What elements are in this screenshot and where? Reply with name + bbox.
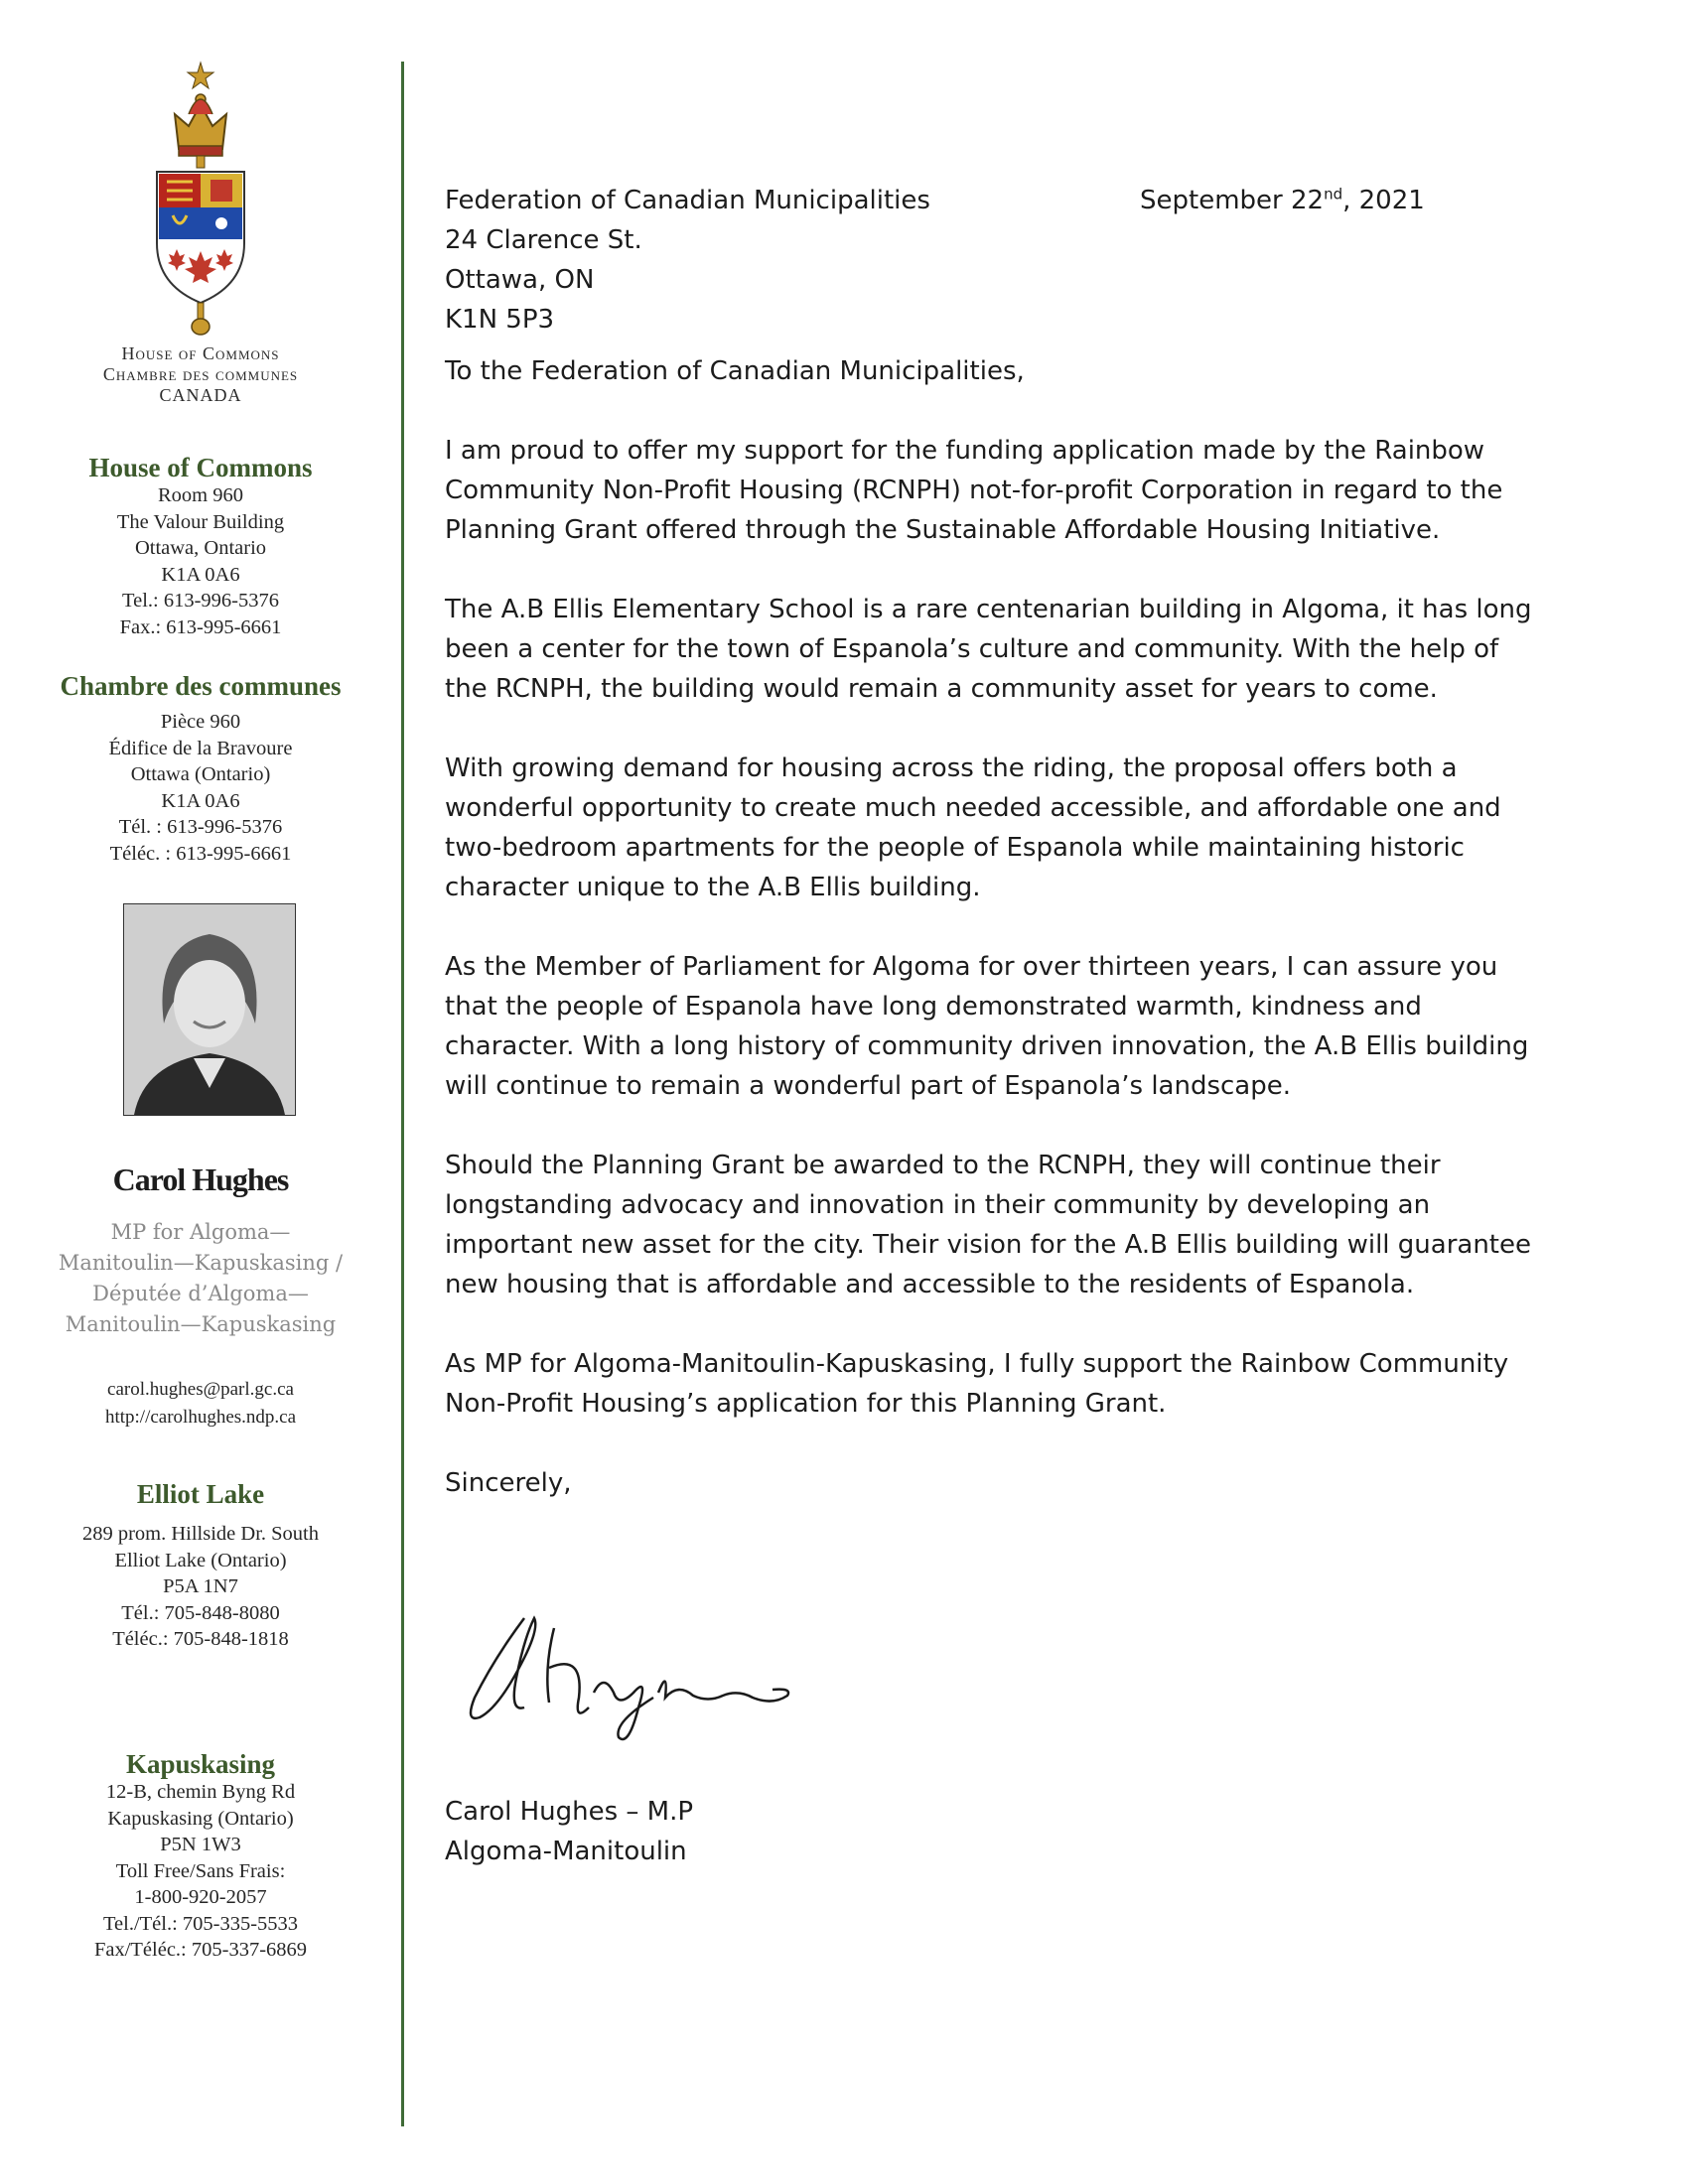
paragraph-line: character. With a long history of community driven innovation, the A.B Ellis building — [445, 1031, 1529, 1061]
paragraph-line: been a center for the town of Espanola’s culture and community. With the help of — [445, 634, 1499, 664]
signoff-name: Carol Hughes – M.P — [445, 1797, 694, 1827]
paragraph — [445, 1344, 1509, 1424]
office-line: Toll Free/Sans Frais: — [115, 1859, 286, 1882]
mp-name: Carol Hughes — [112, 1161, 289, 1197]
crest-caption-line: CANADA — [159, 385, 242, 405]
office-line: Elliot Lake (Ontario) — [114, 1549, 287, 1571]
paragraph-line: Should the Planning Grant be awarded to the RCNPH, they will continue their — [445, 1151, 1441, 1180]
office-line: The Valour Building — [116, 510, 285, 533]
office-line: Tel.: 613-996-5376 — [122, 590, 279, 612]
recipient-address — [445, 181, 1497, 340]
mp-contact — [0, 1376, 401, 1432]
website-link[interactable]: http://carolhughes.ndp.ca — [104, 1407, 297, 1428]
office-line: Kapuskasing (Ontario) — [107, 1807, 294, 1830]
paragraph-line: I am proud to offer my support for the funding application made by the Rainbow — [445, 436, 1485, 466]
paragraph — [445, 1146, 1531, 1304]
crest-caption-line: Chambre des communes — [102, 364, 299, 384]
closing: Sincerely, — [445, 1468, 572, 1498]
office-line: 12-B, chemin Byng Rd — [105, 1781, 296, 1803]
office-line: Tél. : 613-996-5376 — [118, 816, 283, 838]
riding-line: Députée d’Algoma— — [92, 1282, 309, 1305]
office-line: Room 960 — [158, 484, 243, 506]
paragraph-line: will continue to remain a wonderful part of Espanola’s landscape. — [445, 1071, 1291, 1101]
office-line: Fax/Téléc.: 705-337-6869 — [93, 1939, 308, 1961]
paragraph-line: Community Non-Profit Housing (RCNPH) not-for-profit Corporation in regard to the — [445, 476, 1503, 505]
salutation: To the Federation of Canadian Municipalities, — [445, 356, 1025, 386]
office-line: 1-800-920-2057 — [134, 1886, 267, 1908]
office-title: House of Commons — [88, 453, 313, 482]
office-line: Fax.: 613-995-6661 — [119, 615, 282, 638]
crest-caption-line: House of Commons — [121, 343, 280, 363]
paragraph-line: As the Member of Parliament for Algoma for over thirteen years, I can assure you — [445, 952, 1498, 982]
chambre-des-communes-office — [0, 671, 401, 867]
paragraph-line: With growing demand for housing across the riding, the proposal offers both a — [445, 753, 1458, 783]
mp-portrait-photo — [123, 903, 296, 1116]
letterhead-sidebar — [0, 0, 401, 2184]
crest-caption — [0, 343, 401, 406]
paragraph-line: that the people of Espanola have long demonstrated warmth, kindness and — [445, 992, 1422, 1022]
date-year: , 2021 — [1342, 186, 1425, 215]
riding-line: Manitoulin—Kapuskasing / — [58, 1251, 344, 1275]
date-ordinal: nd — [1324, 185, 1343, 204]
office-line: Téléc.: 705-848-1818 — [112, 1628, 289, 1650]
office-line: Pièce 960 — [160, 711, 241, 733]
office-line: P5N 1W3 — [160, 1834, 241, 1855]
kapuskasing-office — [0, 1749, 401, 1964]
paragraph-line: character unique to the A.B Ellis building. — [445, 873, 981, 902]
paragraph-line: Non-Profit Housing’s application for this Planning Grant. — [445, 1389, 1167, 1419]
office-line: K1A 0A6 — [161, 563, 240, 586]
address-line: K1N 5P3 — [445, 305, 555, 335]
paragraph — [445, 749, 1501, 907]
paragraph-line: important new asset for the city. Their vision for the A.B Ellis building will guarantee — [445, 1230, 1531, 1260]
office-line: Ottawa (Ontario) — [130, 763, 271, 785]
paragraph-line: two-bedroom apartments for the people of Espanola while maintaining historic — [445, 833, 1465, 863]
office-line: Tél.: 705-848-8080 — [121, 1601, 280, 1624]
mp-riding — [0, 1217, 401, 1340]
signoff-block — [445, 1792, 693, 1871]
office-line: K1A 0A6 — [161, 789, 240, 812]
office-title: Elliot Lake — [136, 1479, 265, 1509]
signoff-riding: Algoma-Manitoulin — [445, 1837, 687, 1866]
letter-body — [445, 181, 1532, 1503]
riding-line: MP for Algoma— — [110, 1220, 291, 1244]
office-title: Chambre des communes — [60, 671, 342, 701]
office-line: Ottawa, Ontario — [134, 537, 267, 559]
divider-rule — [401, 62, 404, 2126]
office-line: P5A 1N7 — [163, 1575, 238, 1597]
paragraph-line: As MP for Algoma-Manitoulin-Kapuskasing, I fully support the Rainbow Community — [445, 1349, 1509, 1379]
paragraph-line: the RCNPH, the building would remain a community asset for years to come. — [445, 674, 1438, 704]
address-line: Federation of Canadian Municipalities — [445, 186, 930, 215]
portrait-icon — [124, 904, 295, 1115]
coat-of-arms-icon — [149, 55, 252, 338]
paragraph — [445, 590, 1532, 709]
riding-line: Manitoulin—Kapuskasing — [65, 1312, 337, 1336]
date-text: September 22 — [1140, 186, 1325, 215]
office-line: 289 prom. Hillside Dr. South — [81, 1523, 320, 1545]
paragraph-line: longstanding advocacy and innovation in their community by developing an — [445, 1190, 1431, 1220]
address-line: Ottawa, ON — [445, 265, 595, 295]
office-title: Kapuskasing — [125, 1749, 276, 1779]
paragraph-line: The A.B Ellis Elementary School is a rare centenarian building in Algoma, it has long — [445, 595, 1532, 624]
paragraph-line: new housing that is affordable and accessible to the residents of Espanola. — [445, 1270, 1415, 1299]
address-line: 24 Clarence St. — [445, 225, 642, 255]
paragraph — [445, 431, 1503, 550]
email-link[interactable]: carol.hughes@parl.gc.ca — [107, 1379, 294, 1400]
office-line: Édifice de la Bravoure — [108, 737, 293, 759]
handwritten-signature-icon — [455, 1598, 804, 1749]
office-line: Tel./Tél.: 705-335-5533 — [102, 1912, 299, 1935]
paragraph-line: wonderful opportunity to create much needed accessible, and affordable one and — [445, 793, 1501, 823]
elliot-lake-office — [0, 1479, 401, 1653]
office-line: Téléc. : 613-995-6661 — [109, 842, 292, 865]
paragraph-line: Planning Grant offered through the Sustainable Affordable Housing Initiative. — [445, 515, 1441, 545]
house-of-commons-office — [0, 453, 401, 640]
paragraph — [445, 947, 1529, 1106]
